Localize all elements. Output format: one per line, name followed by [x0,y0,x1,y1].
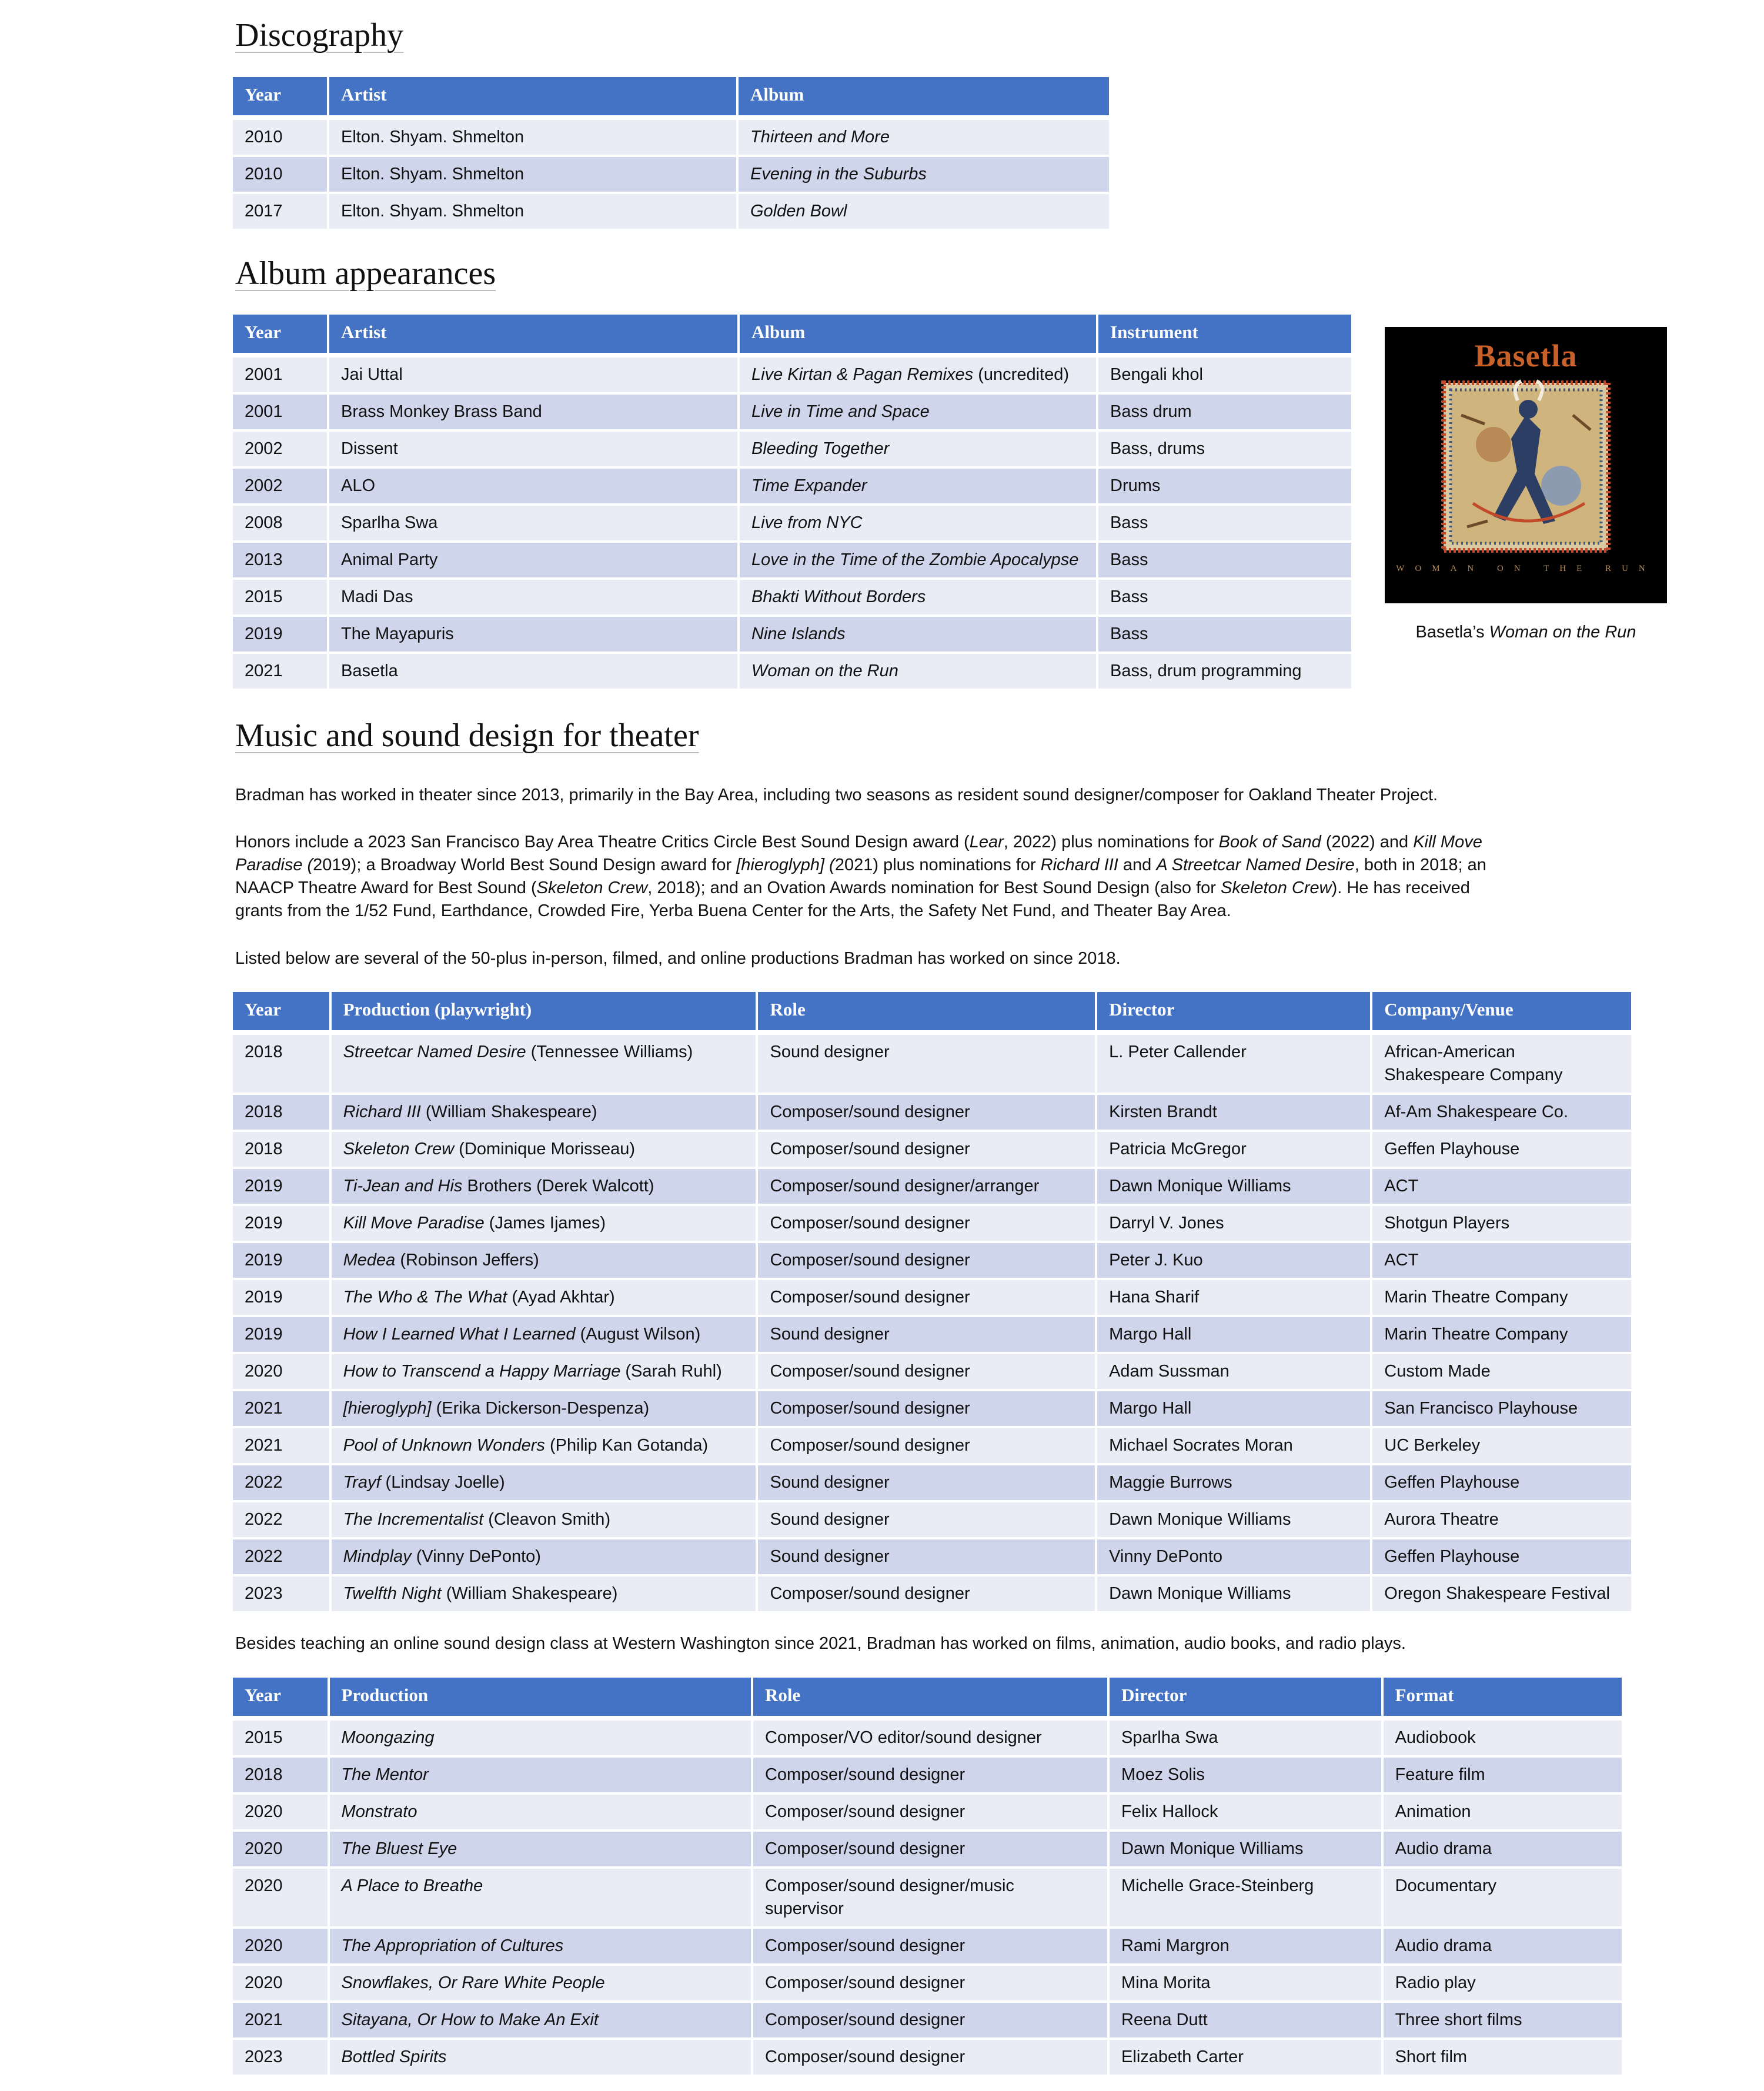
table-row [233,580,1351,614]
album-appearances-table [230,312,1354,691]
venue-cell: Oregon Shakespeare Festival [1372,1576,1631,1611]
production-title: Twelfth Night [343,1584,442,1603]
table-row [233,2003,1622,2037]
artist-cell: Dissent [329,432,737,466]
role-cell: Composer/sound designer [758,1391,1095,1426]
playwright-text: (James Ijames) [484,1214,606,1232]
italic-title-text: Skeleton Crew [1220,879,1332,897]
table-row [233,1576,1631,1611]
production-cell: Bottled Spirits [330,2040,751,2075]
director-cell: Elizabeth Carter [1110,2040,1381,2075]
column-header: Year [233,992,329,1030]
column-header: Artist [329,77,736,115]
discography-table [230,75,1111,231]
table-row [233,157,1109,192]
album-cell: Thirteen and More [739,120,1109,155]
italic-title-text: Kill Move Paradise ( [235,833,1482,874]
venue-cell: UC Berkeley [1372,1428,1631,1463]
production-title: Medea [343,1251,396,1270]
playwright-text: (Cleavon Smith) [483,1510,611,1529]
instrument-cell: Drums [1098,469,1351,503]
production-cell [332,1317,756,1352]
director-cell: Dawn Monique Williams [1097,1576,1370,1611]
album-cover-caption [1352,621,1699,644]
artist-cell: Elton. Shyam. Shmelton [329,157,736,192]
album-cover-title: Basetla [1474,338,1578,373]
artist-cell: Jai Uttal [329,358,737,392]
table-row [233,1354,1631,1389]
table-row [233,1280,1631,1315]
italic-title-text: Skeleton Crew [536,879,648,897]
album-cell: Evening in the Suburbs [739,157,1109,192]
production-title: Skeleton Crew [343,1140,455,1158]
production-cell: Monstrato [330,1795,751,1829]
year-cell: 2023 [233,2040,328,2075]
theater-productions-table [230,990,1633,1614]
column-header: Director [1097,992,1370,1030]
production-title: [hieroglyph] [343,1399,432,1418]
year-cell: 2021 [233,654,327,689]
italic-title-text: Lear [969,833,1004,851]
director-cell: Margo Hall [1097,1317,1370,1352]
year-cell: 2010 [233,157,327,192]
album-title: Live from NYC [751,513,863,532]
column-header: Artist [329,315,737,353]
album-title: Live Kirtan & Pagan Remixes [751,365,974,384]
year-cell: 2018 [233,1758,328,1792]
role-cell: Composer/sound designer [753,1758,1107,1792]
production-cell: The Appropriation of Cultures [330,1929,751,1963]
venue-cell: ACT [1372,1243,1631,1278]
column-header: Album [740,315,1096,353]
venue-cell: Geffen Playhouse [1372,1539,1631,1574]
director-cell: Michael Socrates Moran [1097,1428,1370,1463]
table-row [233,1795,1622,1829]
paragraph-text: ). He has received grants from the 1/52 Fund, Earthdance, Crowded Fire, Yerba Buena Center for the Arts, the Safety Net Fund, and Theater Bay Area. [235,879,1470,920]
venue-cell: Custom Made [1372,1354,1631,1389]
year-cell: 2021 [233,2003,328,2037]
album-note: (uncredited) [973,365,1069,384]
instrument-cell: Bass, drums [1098,432,1351,466]
other-media-table [230,1675,1624,2077]
table-row [233,358,1351,392]
role-cell: Composer/sound designer [758,1428,1095,1463]
column-header: Role [753,1678,1107,1716]
production-title: How I Learned What I Learned [343,1325,576,1344]
director-cell: Patricia McGregor [1097,1132,1370,1167]
table-row [233,1758,1622,1792]
role-cell: Composer/sound designer [753,1795,1107,1829]
italic-title-text: Book of Sand [1218,833,1321,851]
role-cell: Composer/VO editor/sound designer [753,1721,1107,1755]
director-cell: Michelle Grace-Steinberg [1110,1869,1381,1926]
role-cell: Composer/sound designer [758,1132,1095,1167]
table-header-row [233,315,1351,353]
table-row [233,1132,1631,1167]
table-row [233,432,1351,466]
column-header: Production (playwright) [332,992,756,1030]
format-cell: Audiobook [1384,1721,1622,1755]
instrument-cell: Bass, drum programming [1098,654,1351,689]
role-cell: Composer/sound designer [758,1243,1095,1278]
paragraph-text: and [1118,856,1157,874]
production-cell [332,1539,756,1574]
year-cell: 2021 [233,1428,329,1463]
role-cell: Sound designer [758,1539,1095,1574]
production-title: Kill Move Paradise [343,1214,485,1232]
instrument-cell: Bass [1098,580,1351,614]
playwright-text: (Tennessee Williams) [526,1043,693,1061]
year-cell: 2022 [233,1502,329,1537]
table-header-row [233,1678,1622,1716]
column-header: Year [233,77,327,115]
paragraph-text: (2022) and [1321,833,1414,851]
year-cell: 2002 [233,469,327,503]
production-cell [332,1502,756,1537]
year-cell: 2001 [233,358,327,392]
table-row [233,1832,1622,1866]
year-cell: 2021 [233,1391,329,1426]
production-cell [332,1280,756,1315]
caption-album: Woman on the Run [1489,623,1636,642]
year-cell: 2020 [233,1795,328,1829]
column-header: Year [233,1678,328,1716]
director-cell: Dawn Monique Williams [1097,1169,1370,1204]
venue-cell: Aurora Theatre [1372,1502,1631,1537]
director-cell: Felix Hallock [1110,1795,1381,1829]
column-header: Role [758,992,1095,1030]
album-cell [740,617,1096,652]
year-cell: 2010 [233,120,327,155]
playwright-text: (William Shakespeare) [420,1103,597,1121]
album-cell [740,543,1096,577]
director-cell: Hana Sharif [1097,1280,1370,1315]
paragraph-text: , both in 2018; an NAACP Theatre Award for Best Sound ( [235,856,1486,897]
year-cell: 2020 [233,1354,329,1389]
instrument-cell: Bass [1098,506,1351,540]
table-row [233,543,1351,577]
table-row [233,1035,1631,1093]
album-cell: Golden Bowl [739,194,1109,229]
venue-cell: San Francisco Playhouse [1372,1391,1631,1426]
production-title: Ti-Jean and His [343,1177,463,1195]
role-cell: Sound designer [758,1317,1095,1352]
instrument-cell: Bass drum [1098,395,1351,429]
role-cell: Composer/sound designer/music supervisor [753,1869,1107,1926]
role-cell: Composer/sound designer [753,2040,1107,2075]
album-cover-subtitle: WOMAN ON THE RUN [1396,564,1656,573]
table-row [233,1465,1631,1500]
year-cell: 2019 [233,617,327,652]
production-cell [332,1391,756,1426]
table-row [233,120,1109,155]
year-cell: 2023 [233,1576,329,1611]
production-title: Trayf [343,1473,381,1492]
role-cell: Composer/sound designer/arranger [758,1169,1095,1204]
table-header-row [233,992,1631,1030]
album-cell [740,506,1096,540]
production-cell: Snowflakes, Or Rare White People [330,1966,751,2000]
instrument-cell: Bass [1098,543,1351,577]
director-cell: Darryl V. Jones [1097,1206,1370,1241]
role-cell: Composer/sound designer [753,1929,1107,1963]
year-cell: 2019 [233,1280,329,1315]
column-header: Company/Venue [1372,992,1631,1030]
director-cell: Kirsten Brandt [1097,1095,1370,1130]
director-cell: L. Peter Callender [1097,1035,1370,1093]
column-header: Format [1384,1678,1622,1716]
album-title: Nine Islands [751,624,846,643]
year-cell: 2001 [233,395,327,429]
production-title: How to Transcend a Happy Marriage [343,1362,621,1381]
year-cell: 2018 [233,1095,329,1130]
format-cell: Documentary [1384,1869,1622,1926]
album-cell [740,580,1096,614]
artist-cell: ALO [329,469,737,503]
album-title: Time Expander [751,476,867,495]
production-cell [332,1354,756,1389]
table-row [233,2040,1622,2075]
year-cell: 2013 [233,543,327,577]
artist-cell: Sparlha Swa [329,506,737,540]
year-cell: 2015 [233,580,327,614]
role-cell: Sound designer [758,1502,1095,1537]
playwright-text: (Ayad Akhtar) [507,1288,615,1307]
production-cell [332,1132,756,1167]
playwright-text: (Dominique Morisseau) [454,1140,636,1158]
role-cell: Composer/sound designer [758,1206,1095,1241]
year-cell: 2015 [233,1721,328,1755]
album-cell [740,469,1096,503]
playwright-text: (Robinson Jeffers) [395,1251,539,1270]
table-row [233,1428,1631,1463]
production-cell [332,1206,756,1241]
album-title: Bleeding Together [751,439,890,458]
album-cell [740,432,1096,466]
album-cell [740,395,1096,429]
format-cell: Audio drama [1384,1929,1622,1963]
role-cell: Composer/sound designer [753,2003,1107,2037]
paragraph-text: 2021) plus nominations for [834,856,1041,874]
table-header-row [233,77,1109,115]
format-cell: Feature film [1384,1758,1622,1792]
artist-cell: Elton. Shyam. Shmelton [329,120,736,155]
venue-cell: Af-Am Shakespeare Co. [1372,1095,1631,1130]
artist-cell: Brass Monkey Brass Band [329,395,737,429]
table-row [233,1391,1631,1426]
production-cell: A Place to Breathe [330,1869,751,1926]
year-cell: 2022 [233,1465,329,1500]
year-cell: 2017 [233,194,327,229]
column-header: Album [739,77,1109,115]
production-title: Streetcar Named Desire [343,1043,526,1061]
playwright-text: (Vinny DePonto) [411,1547,541,1566]
table-row [233,1966,1622,2000]
production-title: Mindplay [343,1547,412,1566]
table-row [233,1539,1631,1574]
production-cell [332,1465,756,1500]
production-title: Pool of Unknown Wonders [343,1436,545,1455]
artist-cell: Elton. Shyam. Shmelton [329,194,736,229]
format-cell: Radio play [1384,1966,1622,2000]
discography-heading: Discography [235,17,404,54]
column-header: Instrument [1098,315,1351,353]
director-cell: Sparlha Swa [1110,1721,1381,1755]
album-cover-artwork [1385,327,1667,603]
director-cell: Margo Hall [1097,1391,1370,1426]
director-cell: Dawn Monique Williams [1097,1502,1370,1537]
format-cell: Three short films [1384,2003,1622,2037]
column-header: Director [1110,1678,1381,1716]
table-row [233,1095,1631,1130]
venue-cell: Geffen Playhouse [1372,1132,1631,1167]
role-cell: Composer/sound designer [758,1354,1095,1389]
production-cell: Sitayana, Or How to Make An Exit [330,2003,751,2037]
table-row [233,1206,1631,1241]
production-cell [332,1035,756,1093]
year-cell: 2002 [233,432,327,466]
director-cell: Maggie Burrows [1097,1465,1370,1500]
table-row [233,194,1109,229]
paragraph-text: 2019); a Broadway World Best Sound Design award for [313,856,737,874]
role-cell: Composer/sound designer [753,1832,1107,1866]
playwright-text: (William Shakespeare) [441,1584,618,1603]
director-cell: Moez Solis [1110,1758,1381,1792]
theater-heading: Music and sound design for theater [235,717,699,754]
year-cell: 2008 [233,506,327,540]
format-cell: Short film [1384,2040,1622,2075]
table-row [233,395,1351,429]
role-cell: Sound designer [758,1465,1095,1500]
format-cell: Audio drama [1384,1832,1622,1866]
album-title: Live in Time and Space [751,402,930,421]
table-row [233,1929,1622,1963]
album-title: Love in the Time of the Zombie Apocalypse [751,550,1079,569]
table-row [233,1502,1631,1537]
year-cell: 2020 [233,1869,328,1926]
production-cell [332,1169,756,1204]
director-cell: Reena Dutt [1110,2003,1381,2037]
table-row [233,654,1351,689]
paragraph-text: , 2018); and an Ovation Awards nomination for Best Sound Design (also for [647,879,1221,897]
production-cell: The Bluest Eye [330,1832,751,1866]
theater-intro-paragraph: Bradman has worked in theater since 2013, primarily in the Bay Area, including two seasons as resident sound designer/composer for Oakland Theater Project. [235,786,1438,804]
year-cell: 2020 [233,1832,328,1866]
format-cell: Animation [1384,1795,1622,1829]
production-title: The Who & The What [343,1288,507,1307]
director-cell: Adam Sussman [1097,1354,1370,1389]
director-cell: Vinny DePonto [1097,1539,1370,1574]
role-cell: Sound designer [758,1035,1095,1093]
director-cell: Rami Margron [1110,1929,1381,1963]
venue-cell: Shotgun Players [1372,1206,1631,1241]
column-header: Production [330,1678,751,1716]
year-cell: 2019 [233,1243,329,1278]
italic-title-text: [hieroglyph] ( [736,856,835,874]
role-cell: Composer/sound designer [753,1966,1107,2000]
artist-cell: The Mayapuris [329,617,737,652]
instrument-cell: Bass [1098,617,1351,652]
playwright-text: (Sarah Ruhl) [620,1362,722,1381]
venue-cell: ACT [1372,1169,1631,1204]
instrument-cell: Bengali khol [1098,358,1351,392]
production-cell: Moongazing [330,1721,751,1755]
playwright-text: (August Wilson) [575,1325,701,1344]
production-title: The Incrementalist [343,1510,484,1529]
year-cell: 2018 [233,1035,329,1093]
production-cell [332,1428,756,1463]
director-cell: Peter J. Kuo [1097,1243,1370,1278]
italic-title-text: Richard III [1040,856,1118,874]
director-cell: Dawn Monique Williams [1110,1832,1381,1866]
album-cell [740,654,1096,689]
production-cell [332,1576,756,1611]
table-row [233,1721,1622,1755]
table-row [233,1869,1622,1926]
artist-cell: Madi Das [329,580,737,614]
album-cell [740,358,1096,392]
table-row [233,469,1351,503]
artist-cell: Basetla [329,654,737,689]
role-cell: Composer/sound designer [758,1576,1095,1611]
artist-cell: Animal Party [329,543,737,577]
table-row [233,506,1351,540]
venue-cell: Geffen Playhouse [1372,1465,1631,1500]
italic-title-text: A Streetcar Named Desire [1156,856,1355,874]
column-header: Year [233,315,327,353]
theater-productions-intro: Listed below are several of the 50-plus in-person, filmed, and online productions Bradman has worked on since 2018. [235,949,1121,968]
album-cover-image [1385,327,1667,603]
playwright-text: (Lindsay Joelle) [380,1473,505,1492]
album-title: Woman on the Run [751,662,898,680]
year-cell: 2020 [233,1929,328,1963]
playwright-text: (Erika Dickerson-Despenza) [431,1399,650,1418]
year-cell: 2022 [233,1539,329,1574]
director-cell: Mina Morita [1110,1966,1381,2000]
venue-cell: Marin Theatre Company [1372,1280,1631,1315]
album-appearances-heading: Album appearances [235,255,496,292]
production-cell [332,1243,756,1278]
year-cell: 2020 [233,1966,328,2000]
production-title: Richard III [343,1103,421,1121]
venue-cell: Marin Theatre Company [1372,1317,1631,1352]
caption-prefix: Basetla’s [1415,623,1489,642]
role-cell: Composer/sound designer [758,1280,1095,1315]
playwright-text: Brothers (Derek Walcott) [462,1177,654,1195]
table-row [233,1169,1631,1204]
album-title: Bhakti Without Borders [751,587,926,606]
year-cell: 2019 [233,1206,329,1241]
venue-cell: African-American Shakespeare Company [1372,1035,1631,1093]
theater-honors-paragraph [235,831,1488,923]
year-cell: 2019 [233,1317,329,1352]
other-media-intro: Besides teaching an online sound design class at Western Washington since 2021, Bradman has worked on films, animation, audio books, and radio plays. [235,1634,1406,1653]
role-cell: Composer/sound designer [758,1095,1095,1130]
table-row [233,1317,1631,1352]
playwright-text: (Philip Kan Gotanda) [544,1436,709,1455]
production-cell [332,1095,756,1130]
paragraph-text: , 2022) plus nominations for [1003,833,1219,851]
year-cell: 2018 [233,1132,329,1167]
paragraph-text: Honors include a 2023 San Francisco Bay Area Theatre Critics Circle Best Sound Design award ( [235,833,970,851]
table-row [233,1243,1631,1278]
production-cell: The Mentor [330,1758,751,1792]
year-cell: 2019 [233,1169,329,1204]
table-row [233,617,1351,652]
